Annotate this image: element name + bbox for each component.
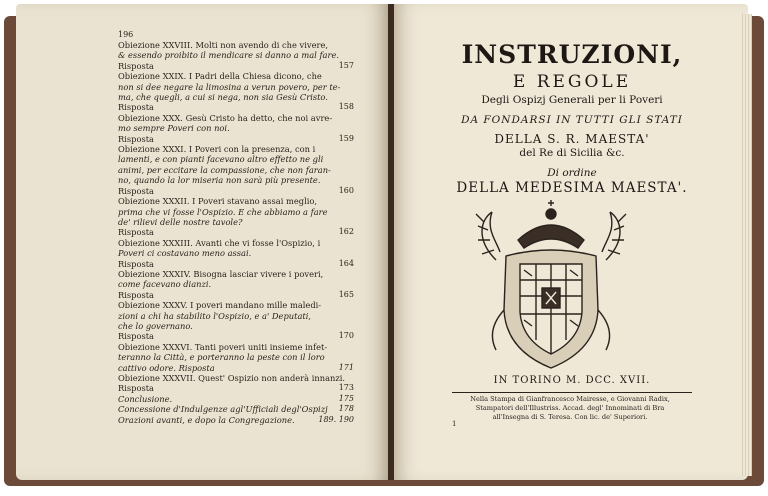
toc-entry <box>118 258 354 269</box>
toc-entry-text: Orazioni avanti, e dopo la Congregazione. <box>118 414 295 425</box>
toc-entry-text: mo sempre Poveri con noi. <box>118 123 230 134</box>
toc-entry <box>118 404 354 415</box>
toc-entry <box>118 269 348 279</box>
toc-entry <box>118 321 348 331</box>
toc-entry-text: Risposta <box>118 227 155 238</box>
toc-entry <box>118 144 348 154</box>
toc-entry <box>118 279 348 289</box>
imprint-line: IN TORINO M. DCC. XVII. <box>493 375 651 386</box>
toc-entry-text: Risposta <box>118 289 155 300</box>
toc-entry-text: cattivo odore. Risposta <box>118 362 215 373</box>
toc-entry-text: Obiezione XXXVII. Quest' Ospizio non anderà innanzi. <box>118 373 346 383</box>
toc-entry <box>118 154 348 164</box>
toc-entry-text: Obiezione XXVIII. Molti non avendo di che vivere, <box>118 40 329 50</box>
toc-entry <box>118 342 348 352</box>
coat-of-arms-icon <box>466 200 636 372</box>
toc-entry <box>118 362 354 373</box>
toc-entry-text: no, quando la lor miseria non sarà più presente. <box>118 175 321 186</box>
title-line-2: DA FONDARSI IN TUTTI GLI STATI <box>461 114 683 126</box>
toc-entry <box>118 133 354 144</box>
toc-entry-page: 170 <box>338 331 354 341</box>
toc-entry-text: lamenti, e con pianti facevano altro effetto ne gli <box>118 154 324 165</box>
toc-entry-text: non si dee negare la limosina a verun povero, per te- <box>118 81 341 92</box>
toc-entry-page: 189. 190 <box>318 414 354 424</box>
toc-entry-text: teranno la Città, e porteranno la peste con il loro <box>118 352 325 363</box>
toc-entry-page: 165 <box>338 289 354 299</box>
toc-entry-text: ma, che quegli, a cui si nega, non sia Gesù Cristo. <box>118 92 328 103</box>
toc-entry-text: Risposta <box>118 331 155 342</box>
printer-line-2: Stampatori dell'Illustriss. Accad. degl' Innominati di Bra <box>475 404 665 412</box>
toc-entry <box>118 414 354 425</box>
toc-entry <box>118 393 354 404</box>
toc-entry-text: Poveri ci costavano meno assai. <box>118 248 252 259</box>
toc-entry-text: Obiezione XXXIV. Bisogna lasciar vivere i poveri, <box>118 268 324 279</box>
toc-entry <box>118 217 348 227</box>
toc-entry-text: Risposta <box>118 102 155 113</box>
toc-entry-text: animi, per eccitare la compassione, che non faran- <box>118 164 331 175</box>
toc-entry <box>118 175 348 185</box>
toc-entry-page: 171 <box>338 362 354 372</box>
toc-entry-text: Concessione d'Indulgenze agl'Ufficiali degl'Ospizj <box>118 404 328 415</box>
toc-entry <box>118 238 348 248</box>
toc-entry <box>118 352 348 362</box>
toc-entry-text: Risposta <box>118 383 155 394</box>
title-line-4: del Re di Sicilia &c. <box>519 147 625 159</box>
toc-entry <box>118 207 348 217</box>
toc-entry-text: Obiezione XXXV. I poveri mandano mille maledi- <box>118 300 322 311</box>
toc-entry-text: & essendo proibito il mendicare si danno a mal fare. <box>118 50 339 61</box>
toc-entry <box>118 248 348 258</box>
toc-entry-page: 159 <box>338 133 354 143</box>
toc-entry-page: 175 <box>338 393 354 403</box>
toc-entry <box>118 123 348 133</box>
toc-entry <box>118 82 348 92</box>
toc-entry <box>118 300 348 310</box>
toc-entry <box>118 92 348 102</box>
title-line-6: DELLA MEDESIMA MAESTA'. <box>456 180 688 196</box>
toc-entry <box>118 227 354 238</box>
signature-mark: 1 <box>452 420 457 428</box>
toc-entry-text: Obiezione XXIX. I Padri della Chiesa dicono, che <box>118 71 322 82</box>
toc-entry-text: Obiezione XXXVI. Tanti poveri uniti insieme infet- <box>118 341 328 352</box>
toc-entry <box>118 165 348 175</box>
toc-entry-page: 178 <box>338 404 354 414</box>
table-of-contents <box>118 40 354 425</box>
toc-entry-text: Conclusione. <box>118 393 173 404</box>
toc-entry-text: Risposta <box>118 185 155 196</box>
book-title: INSTRUZIONI, <box>461 40 683 69</box>
divider-rule <box>452 392 692 393</box>
book-subtitle: E REGOLE <box>512 72 632 92</box>
toc-entry-text: Obiezione XXXIII. Avanti che vi fosse l'Ospizio, i <box>118 237 321 248</box>
toc-entry-text: Obiezione XXXI. I Poveri con la presenza, con i <box>118 144 316 155</box>
page-number: 196 <box>118 30 134 39</box>
toc-entry <box>118 185 354 196</box>
toc-entry <box>118 102 354 113</box>
toc-entry <box>118 311 348 321</box>
toc-entry <box>118 71 348 81</box>
toc-entry-text: come facevano dianzi. <box>118 279 212 290</box>
book-gutter <box>388 4 394 480</box>
toc-entry <box>118 373 348 383</box>
title-line-1: Degli Ospizj Generali per li Poveri <box>481 94 663 106</box>
toc-entry-text: Risposta <box>118 60 155 71</box>
toc-entry-page: 160 <box>338 185 354 195</box>
toc-entry <box>118 113 348 123</box>
printer-line-1: Nella Stampa di Gianfrancesco Mairesse, e Giovanni Radix, <box>470 395 670 403</box>
toc-entry-text: Obiezione XXX. Gesù Cristo ha detto, che noi avre- <box>118 112 333 123</box>
toc-entry-text: Risposta <box>118 258 155 269</box>
toc-entry-page: 162 <box>338 227 354 237</box>
toc-entry <box>118 331 354 342</box>
toc-entry-page: 157 <box>338 60 354 70</box>
toc-entry-page: 173 <box>338 383 354 393</box>
printer-line-3: all'Insegna di S. Teresa. Con lic. de' Superiori. <box>492 413 648 421</box>
toc-entry-text: Obiezione XXXII. I Poveri stavano assai meglio, <box>118 196 318 207</box>
title-line-3: DELLA S. R. MAESTA' <box>494 132 650 146</box>
title-line-5: Di ordine <box>547 167 597 179</box>
toc-entry <box>118 40 348 50</box>
toc-entry-text: Risposta <box>118 133 155 144</box>
toc-entry-text: che lo governano. <box>118 320 193 331</box>
toc-entry-page: 158 <box>338 102 354 112</box>
toc-entry-page: 164 <box>338 258 354 268</box>
toc-entry-text: prima che vi fosse l'Ospizio. E che abbiamo a fare <box>118 206 328 217</box>
toc-entry <box>118 196 348 206</box>
toc-entry <box>118 289 354 300</box>
toc-entry-text: de' rilievi delle nostre tavole? <box>118 216 243 227</box>
toc-entry <box>118 50 348 60</box>
toc-entry <box>118 383 354 394</box>
toc-entry <box>118 60 354 71</box>
toc-entry-text: zioni a chi ha stabilito l'Ospizio, e a' Deputati, <box>118 310 312 321</box>
